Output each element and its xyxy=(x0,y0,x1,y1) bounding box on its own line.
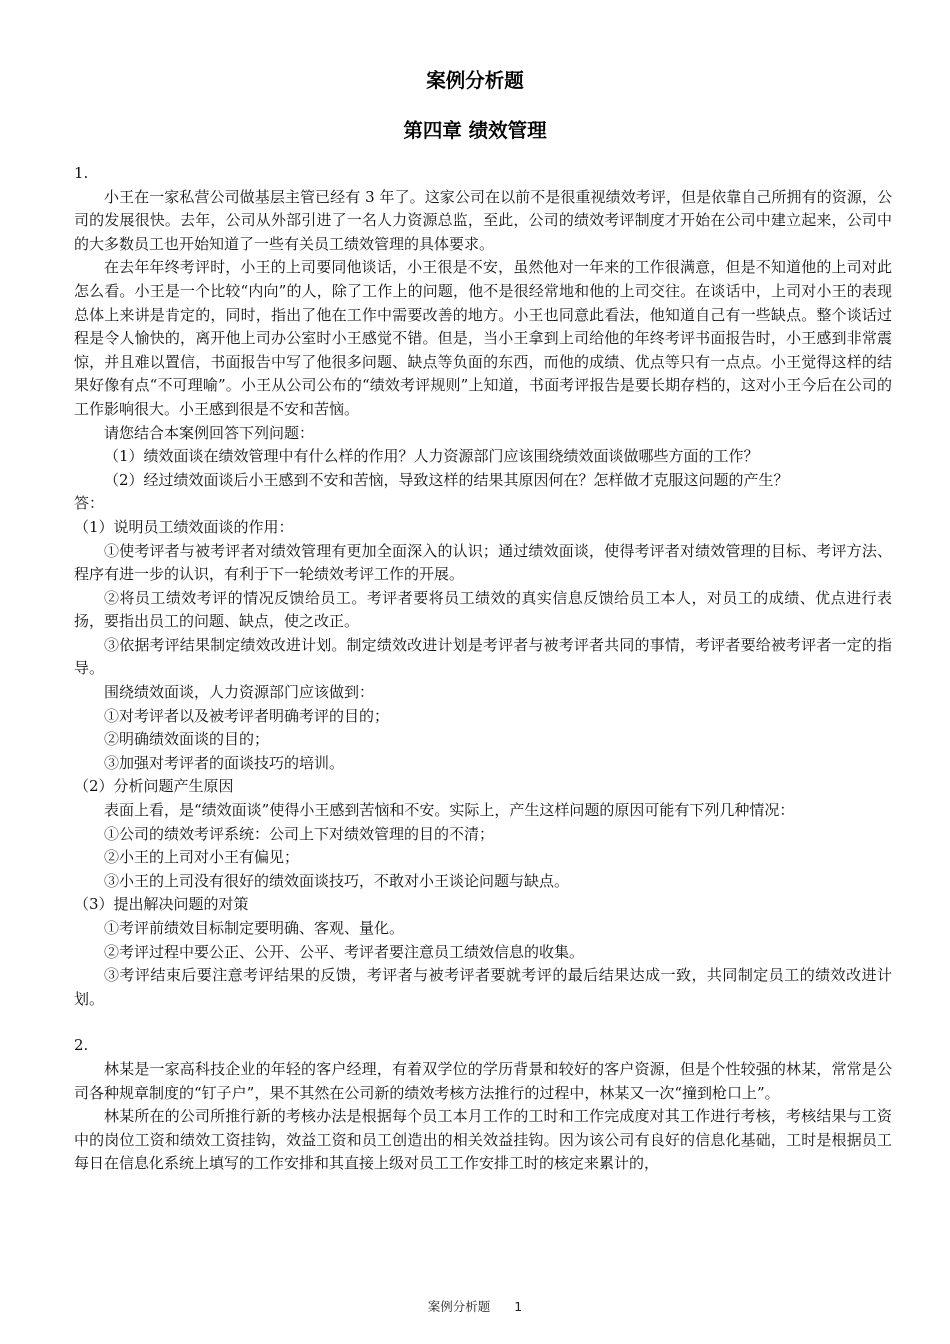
answer-item: ②将员工绩效考评的情况反馈给员工。考评者要将员工绩效的真实信息反馈给员工本人，对员工的成绩、优点进行表扬，要指出员工的问题、缺点，使之改正。 xyxy=(74,588,892,631)
document-body xyxy=(74,162,892,1176)
answer-label: 答： xyxy=(74,494,105,513)
chapter-title: 第四章 绩效管理 xyxy=(403,119,547,142)
case-number: 1. xyxy=(74,164,89,182)
answer-item: ③依据考评结果制定绩效改进计划。制定绩效改进计划是考评者与被考评者共同的事情，考评者要给被考评者一定的指导。 xyxy=(74,635,892,678)
case-paragraph: 林某所在的公司所推行新的考核办法是根据每个员工本月工作的工时和工作完成度对其工作进行考核，考核结果与工资中的岗位工资和绩效工资挂钩，效益工资和员工创造出的相关效益挂钩。因为该公司有良好的信息化基础，工时是根据员工每日在信息化系统上填写的工作安排和其直接上级对员工工作安排工时的核定来累计的， xyxy=(74,1107,892,1173)
case-paragraph: 小王在一家私营公司做基层主管已经有 3 年了。这家公司在以前不是很重视绩效考评，但是依靠自己所拥有的资源，公司的发展很快。去年，公司从外部引进了一名人力资源总监，至此，公司的绩效考评制度才开始在公司中建立起来，公司中的大多数员工也开始知道了一些有关员工绩效管理的具体要求。 xyxy=(74,187,892,253)
answer-item: ①使考评者与被考评者对绩效管理有更加全面深入的认识；通过绩效面谈，使得考评者对绩效管理的目标、考评方法、程序有进一步的认识，有利于下一轮绩效考评工作的开展。 xyxy=(74,541,892,584)
case-number: 2. xyxy=(74,1036,89,1055)
answer-item: 表面上看，是“绩效面谈”使得小王感到苦恼和不安。实际上，产生这样问题的原因可能有下列几种情况： xyxy=(104,801,795,820)
answer-item: ①考评前绩效目标制定要明确、客观、量化。 xyxy=(104,919,405,937)
question-prompt: 请您结合本案例回答下列问题： xyxy=(104,423,315,442)
answer-item: ③加强对考评者的面谈技巧的培训。 xyxy=(104,753,345,772)
section-gap xyxy=(74,1011,892,1034)
case-paragraph: 林某是一家高科技企业的年轻的客户经理，有着双学位的学历背景和较好的客户资源，但是个性较强的林某，常常是公司各种规章制度的“钉子户”，果不其然在公司新的绩效考核方法推行的过程中，林某又一次“撞到枪口上”。 xyxy=(74,1059,892,1102)
answer-item: ②明确绩效面谈的目的； xyxy=(104,730,270,749)
answer-item: ③小王的上司没有很好的绩效面谈技巧，不敢对小王谈论问题与缺点。 xyxy=(104,871,570,890)
answer-item: ②考评过程中要公正、公开、公平、考评者要注意员工绩效信息的收集。 xyxy=(104,942,585,961)
answer-item: 围绕绩效面谈，人力资源部门应该做到： xyxy=(104,683,375,702)
case-2 xyxy=(74,1034,892,1176)
answer-heading: （3）提出解决问题的对策 xyxy=(74,895,249,914)
answer-item: ②小王的上司对小王有偏见； xyxy=(104,848,300,867)
document-title: 案例分析题 xyxy=(426,69,524,92)
page-footer xyxy=(0,1295,950,1319)
answer-item: ①公司的绩效考评系统：公司上下对绩效管理的目的不清； xyxy=(104,824,495,843)
answer-item: ①对考评者以及被考评者明确考评的目的； xyxy=(104,706,390,725)
case-1 xyxy=(74,162,892,1011)
question-item: （1）绩效面谈在绩效管理中有什么样的作用？人力资源部门应该围绕绩效面谈做哪些方面的工作？ xyxy=(104,447,759,466)
answer-item: ③考评结束后要注意考评结果的反馈，考评者与被考评者要就考评的最后结果达成一致，共同制定员工的绩效改进计划。 xyxy=(74,966,892,1008)
answer-heading: （1）说明员工绩效面谈的作用： xyxy=(74,517,294,536)
page-number: 1 xyxy=(514,1299,523,1314)
case-paragraph: 在去年年终考评时，小王的上司要同他谈话，小王很是不安，虽然他对一年来的工作很满意，但是不知道他的上司对此怎么看。小王是一个比较“内向”的人，除了工作上的问题，他不是很经常地和他的上司交往。在谈话中，上司对小王的表现总体上来讲是肯定的，同时，指出了他在工作中需要改善的地方。小王也同意此看法，他知道自己有一些缺点。整个谈话过程是令人愉快的，离开他上司办公室时小王感觉不错。但是，当小王拿到上司给他的年终考评书面报告时，小王感到非常震惊，并且难以置信，书面报告中写了他很多问题、缺点等负面的东西，而他的成绩、优点等只有一点点。小王觉得这样的结果好像有点“不可理喻”。小王从公司公布的“绩效考评规则”上知道，书面考评报告是要长期存档的，这对小王今后在公司的工作影响很大。小王感到很是不安和苦恼。 xyxy=(74,258,892,418)
question-item: （2）经过绩效面谈后小王感到不安和苦恼，导致这样的结果其原因何在？怎样做才克服这问题的产生？ xyxy=(104,470,789,489)
answer-heading: （2）分析问题产生原因 xyxy=(74,777,234,796)
footer-label: 案例分析题 xyxy=(427,1299,491,1314)
